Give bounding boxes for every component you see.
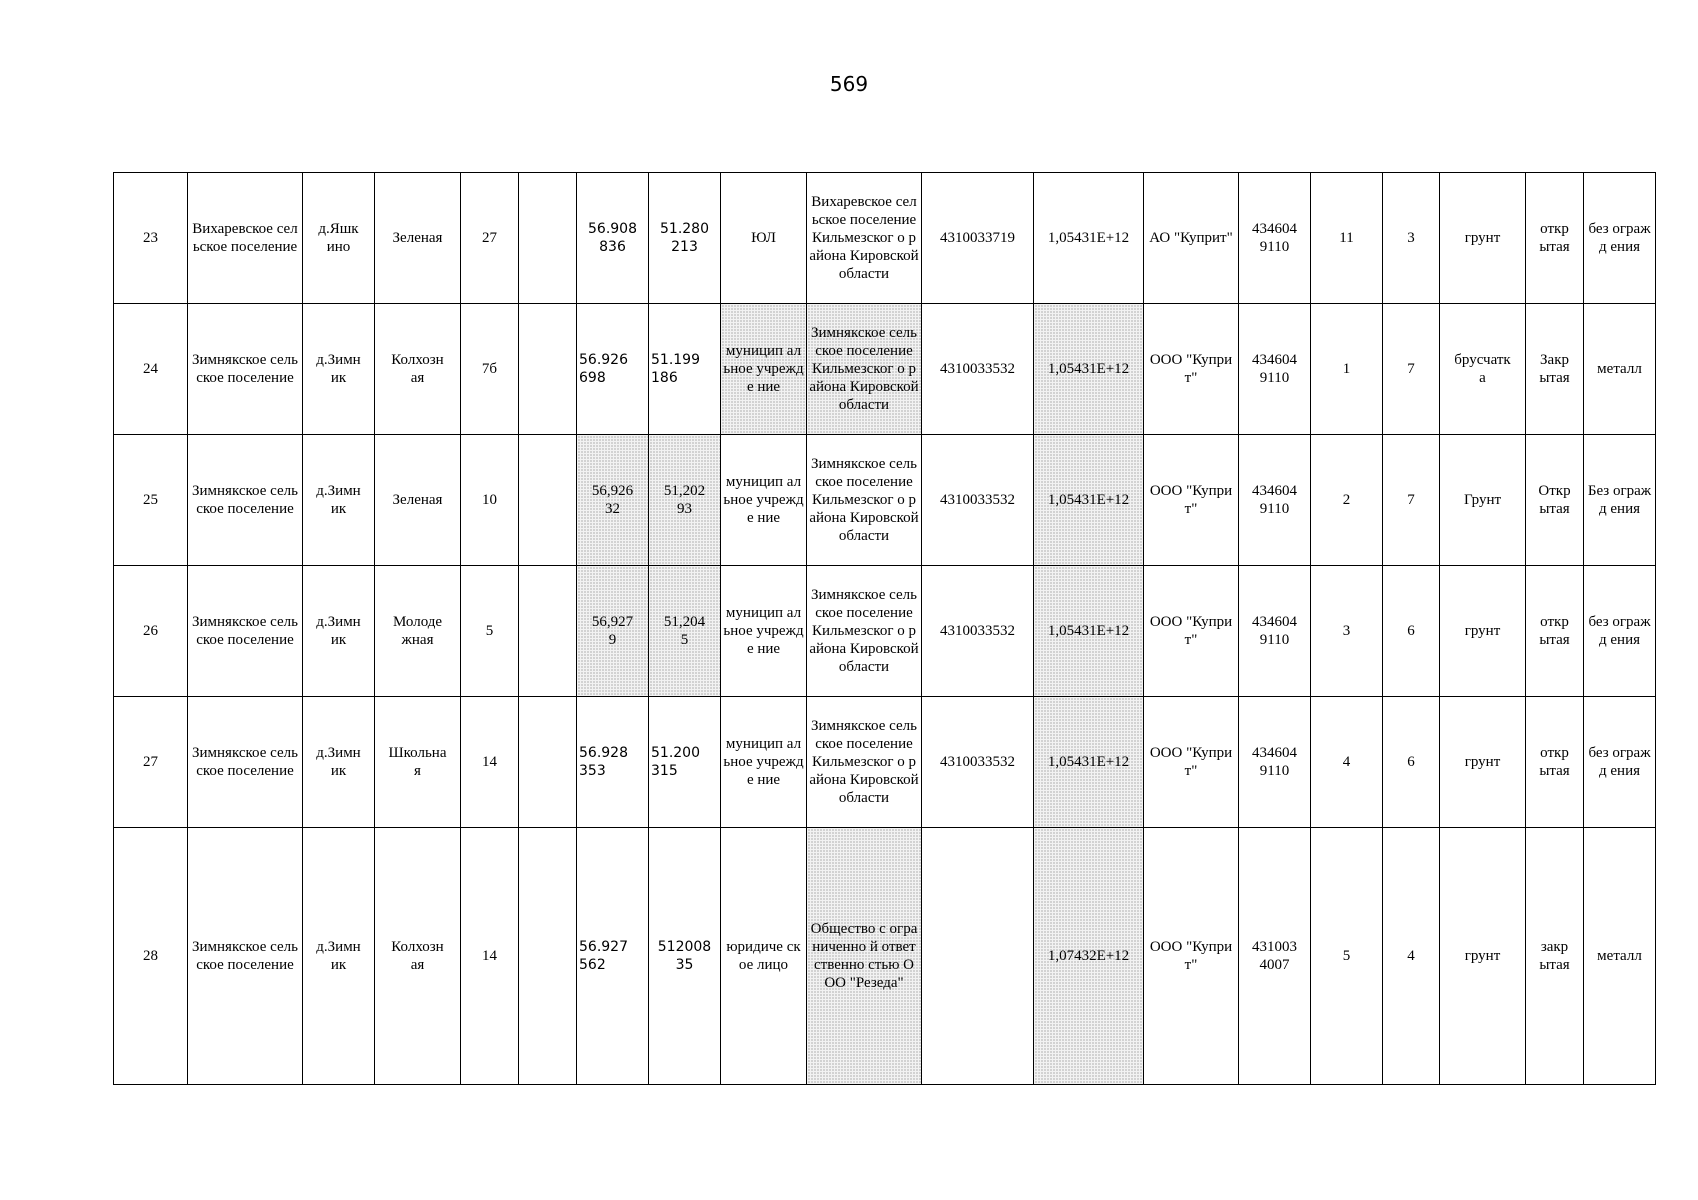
cell-longitude: 512008 35 bbox=[649, 828, 721, 1085]
cell-street: Колхозн ая bbox=[375, 828, 461, 1085]
cell-volume: 3 bbox=[1383, 173, 1440, 304]
cell-surface: Грунт bbox=[1440, 435, 1526, 566]
cell-number: 23 bbox=[114, 173, 188, 304]
cell-owner-type: муницип альное учрежде ние bbox=[721, 435, 807, 566]
cell-container-count: 11 bbox=[1311, 173, 1383, 304]
cell-owner-name: Вихаревское сельское поселение Кильмезског о района Кировской области bbox=[807, 173, 922, 304]
cell-number: 24 bbox=[114, 304, 188, 435]
cell-house: 14 bbox=[461, 828, 519, 1085]
cell-street: Колхозн ая bbox=[375, 304, 461, 435]
cell-surface: грунт bbox=[1440, 173, 1526, 304]
cell-house: 27 bbox=[461, 173, 519, 304]
cell-site-type: Закр ытая bbox=[1526, 304, 1584, 435]
cell-house: 14 bbox=[461, 697, 519, 828]
page-number: 569 bbox=[829, 72, 869, 96]
cell-owner-name: Зимнякское сельское поселение Кильмезског о района Кировской области bbox=[807, 566, 922, 697]
cell-fence: Без огражд ения bbox=[1584, 435, 1656, 566]
cell-container-count: 2 bbox=[1311, 435, 1383, 566]
cell-operator-inn: 434604 9110 bbox=[1239, 697, 1311, 828]
cell-latitude: 56.908 836 bbox=[577, 173, 649, 304]
cell-settlement: Зимнякское сельское поселение bbox=[188, 304, 303, 435]
cell-container-count: 4 bbox=[1311, 697, 1383, 828]
cell-fence: без огражд ения bbox=[1584, 566, 1656, 697]
cell-surface: грунт bbox=[1440, 566, 1526, 697]
cell-empty bbox=[519, 697, 577, 828]
cell-street: Зеленая bbox=[375, 435, 461, 566]
cell-street: Зеленая bbox=[375, 173, 461, 304]
cell-surface: грунт bbox=[1440, 697, 1526, 828]
cell-locality: д.Зимн ик bbox=[303, 304, 375, 435]
cell-number: 27 bbox=[114, 697, 188, 828]
cell-owner-name: Общество с ограниченно й ответственно стью ООО "Резеда" bbox=[807, 828, 922, 1085]
cell-owner-name: Зимнякское сельское поселение Кильмезског о района Кировской области bbox=[807, 697, 922, 828]
cell-empty bbox=[519, 173, 577, 304]
table-row bbox=[114, 566, 1656, 697]
cell-container-count: 1 bbox=[1311, 304, 1383, 435]
cell-owner-type: муницип альное учрежде ние bbox=[721, 697, 807, 828]
cell-operator: ООО "Куприт" bbox=[1144, 566, 1239, 697]
cell-locality: д.Зимн ик bbox=[303, 828, 375, 1085]
cell-operator-inn: 434604 9110 bbox=[1239, 435, 1311, 566]
cell-house: 10 bbox=[461, 435, 519, 566]
cell-street: Школьна я bbox=[375, 697, 461, 828]
table-row bbox=[114, 435, 1656, 566]
cell-owner-name: Зимнякское сельское поселение Кильмезског о района Кировской области bbox=[807, 304, 922, 435]
cell-street: Молоде жная bbox=[375, 566, 461, 697]
cell-locality: д.Зимн ик bbox=[303, 697, 375, 828]
cell-empty bbox=[519, 304, 577, 435]
cell-ogrn: 1,07432E+12 bbox=[1034, 828, 1144, 1085]
cell-operator-inn: 434604 9110 bbox=[1239, 173, 1311, 304]
cell-settlement: Зимнякское сельское поселение bbox=[188, 566, 303, 697]
cell-surface: брусчатк а bbox=[1440, 304, 1526, 435]
table-row bbox=[114, 173, 1656, 304]
cell-site-type: Откр ытая bbox=[1526, 435, 1584, 566]
cell-volume: 4 bbox=[1383, 828, 1440, 1085]
cell-locality: д.Зимн ик bbox=[303, 566, 375, 697]
cell-volume: 6 bbox=[1383, 697, 1440, 828]
cell-settlement: Зимнякское сельское поселение bbox=[188, 697, 303, 828]
cell-settlement: Вихаревское сельское поселение bbox=[188, 173, 303, 304]
cell-longitude: 51.280 213 bbox=[649, 173, 721, 304]
cell-number: 28 bbox=[114, 828, 188, 1085]
cell-fence: без огражд ения bbox=[1584, 697, 1656, 828]
cell-ogrn: 1,05431E+12 bbox=[1034, 304, 1144, 435]
cell-inn: 4310033532 bbox=[922, 304, 1034, 435]
cell-empty bbox=[519, 435, 577, 566]
cell-locality: д.Зимн ик bbox=[303, 435, 375, 566]
cell-number: 26 bbox=[114, 566, 188, 697]
cell-owner-name: Зимнякское сельское поселение Кильмезског о района Кировской области bbox=[807, 435, 922, 566]
cell-owner-type: ЮЛ bbox=[721, 173, 807, 304]
cell-inn: 4310033719 bbox=[922, 173, 1034, 304]
cell-volume: 7 bbox=[1383, 304, 1440, 435]
cell-owner-type: юридиче ское лицо bbox=[721, 828, 807, 1085]
cell-site-type: откр ытая bbox=[1526, 566, 1584, 697]
cell-settlement: Зимнякское сельское поселение bbox=[188, 828, 303, 1085]
cell-inn: 4310033532 bbox=[922, 435, 1034, 566]
cell-operator: ООО "Куприт" bbox=[1144, 828, 1239, 1085]
table-row bbox=[114, 697, 1656, 828]
cell-fence: металл bbox=[1584, 828, 1656, 1085]
cell-longitude: 51,202 93 bbox=[649, 435, 721, 566]
cell-surface: грунт bbox=[1440, 828, 1526, 1085]
waste-sites-table bbox=[113, 172, 1656, 1085]
cell-operator: ООО "Куприт" bbox=[1144, 304, 1239, 435]
cell-operator: ООО "Куприт" bbox=[1144, 697, 1239, 828]
cell-operator: АО "Куприт" bbox=[1144, 173, 1239, 304]
table-row bbox=[114, 304, 1656, 435]
cell-longitude: 51,204 5 bbox=[649, 566, 721, 697]
cell-container-count: 5 bbox=[1311, 828, 1383, 1085]
cell-fence: без огражд ения bbox=[1584, 173, 1656, 304]
cell-container-count: 3 bbox=[1311, 566, 1383, 697]
cell-fence: металл bbox=[1584, 304, 1656, 435]
cell-inn: 4310033532 bbox=[922, 566, 1034, 697]
cell-house: 5 bbox=[461, 566, 519, 697]
cell-latitude: 56,927 9 bbox=[577, 566, 649, 697]
cell-latitude: 56,926 32 bbox=[577, 435, 649, 566]
cell-owner-type: муницип альное учрежде ние bbox=[721, 566, 807, 697]
table-row bbox=[114, 828, 1656, 1085]
cell-owner-type: муницип альное учрежде ние bbox=[721, 304, 807, 435]
cell-number: 25 bbox=[114, 435, 188, 566]
cell-operator: ООО "Куприт" bbox=[1144, 435, 1239, 566]
cell-ogrn: 1,05431E+12 bbox=[1034, 173, 1144, 304]
cell-longitude: 51.199 186 bbox=[649, 304, 721, 435]
cell-operator-inn: 434604 9110 bbox=[1239, 304, 1311, 435]
cell-site-type: откр ытая bbox=[1526, 173, 1584, 304]
cell-ogrn: 1,05431E+12 bbox=[1034, 435, 1144, 566]
cell-inn bbox=[922, 828, 1034, 1085]
cell-settlement: Зимнякское сельское поселение bbox=[188, 435, 303, 566]
cell-operator-inn: 434604 9110 bbox=[1239, 566, 1311, 697]
cell-inn: 4310033532 bbox=[922, 697, 1034, 828]
cell-longitude: 51.200 315 bbox=[649, 697, 721, 828]
cell-operator-inn: 431003 4007 bbox=[1239, 828, 1311, 1085]
cell-empty bbox=[519, 828, 577, 1085]
cell-volume: 6 bbox=[1383, 566, 1440, 697]
cell-latitude: 56.928 353 bbox=[577, 697, 649, 828]
cell-ogrn: 1,05431E+12 bbox=[1034, 697, 1144, 828]
cell-house: 7б bbox=[461, 304, 519, 435]
cell-latitude: 56.926 698 bbox=[577, 304, 649, 435]
cell-latitude: 56.927 562 bbox=[577, 828, 649, 1085]
cell-locality: д.Яшк ино bbox=[303, 173, 375, 304]
cell-empty bbox=[519, 566, 577, 697]
cell-volume: 7 bbox=[1383, 435, 1440, 566]
cell-ogrn: 1,05431E+12 bbox=[1034, 566, 1144, 697]
cell-site-type: закр ытая bbox=[1526, 828, 1584, 1085]
cell-site-type: откр ытая bbox=[1526, 697, 1584, 828]
